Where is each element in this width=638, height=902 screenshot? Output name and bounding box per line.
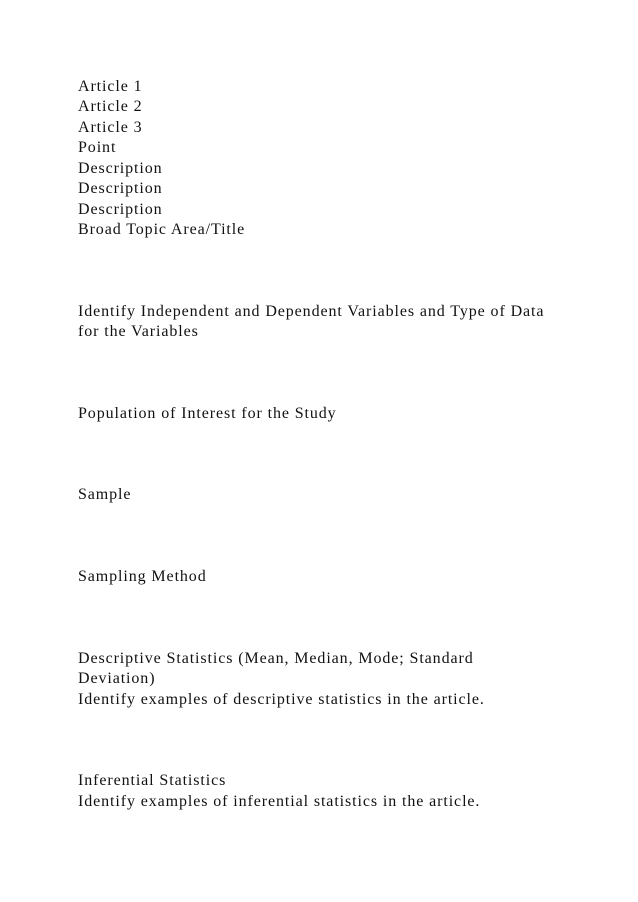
header-article-2: Article 2 (78, 98, 143, 115)
row-inferential: Inferential Statistics (78, 772, 227, 789)
header-description-3: Description (78, 201, 163, 218)
row-sampling-method: Sampling Method (78, 568, 207, 585)
row-sample: Sample (78, 486, 132, 503)
row-descriptive-line-1: Descriptive Statistics (Mean, Median, Mode; Standard (78, 650, 474, 667)
row-inferential-instruction: Identify examples of inferential statistics in the article. (78, 793, 481, 810)
row-population: Population of Interest for the Study (78, 405, 337, 422)
header-point: Point (78, 139, 117, 156)
row-broad-topic: Broad Topic Area/Title (78, 221, 246, 238)
header-description-2: Description (78, 180, 163, 197)
row-descriptive-line-2: Deviation) (78, 670, 156, 687)
row-variables-line-2: for the Variables (78, 323, 199, 340)
row-variables-line-1: Identify Independent and Dependent Variables and Type of Data (78, 303, 545, 320)
header-article-1: Article 1 (78, 78, 143, 95)
header-article-3: Article 3 (78, 119, 143, 136)
row-descriptive-instruction: Identify examples of descriptive statistics in the article. (78, 691, 485, 708)
header-description-1: Description (78, 160, 163, 177)
